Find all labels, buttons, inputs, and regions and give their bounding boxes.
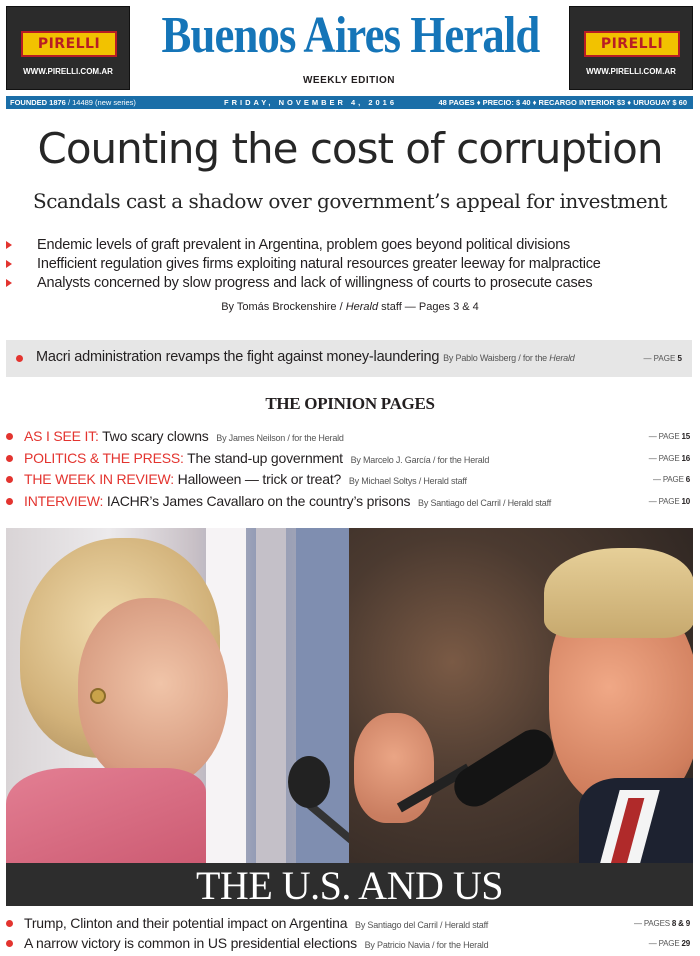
feature-banner[interactable]	[6, 863, 693, 906]
opinion-byline: By Marcelo J. García / for the Herald	[350, 454, 490, 465]
bullet-dot-icon	[6, 455, 13, 462]
feature-item[interactable]	[6, 933, 692, 953]
promo-text: Macri administration revamps the fight against money-laundering By Pablo Waisberg / for the Herald	[36, 349, 575, 365]
opinion-label: INTERVIEW:	[24, 492, 104, 509]
opinion-text: The stand-up government	[187, 449, 343, 466]
feature-byline: By Patricio Navia / for the Herald	[364, 940, 489, 950]
lead-bullets	[6, 236, 696, 293]
opinion-page: — PAGE 16	[648, 453, 690, 463]
opinion-byline: By Santiago del Carril / Herald staff	[418, 497, 552, 508]
opinion-item[interactable]	[6, 426, 692, 448]
opinion-byline: By James Neilson / for the Herald	[216, 433, 344, 443]
feature-item[interactable]	[6, 913, 692, 933]
newspaper-title: Buenos Aires Herald	[161, 7, 540, 64]
pirelli-ad-right[interactable]	[569, 6, 693, 90]
pirelli-ad-left[interactable]	[6, 6, 130, 90]
opinion-page: — PAGE 10	[648, 496, 690, 506]
masthead	[0, 0, 700, 96]
bullet-dot-icon	[6, 433, 13, 440]
opinion-page: — PAGE 15	[648, 432, 690, 441]
bullet-dot-icon	[6, 920, 13, 927]
bullet-dot-icon	[6, 498, 13, 505]
pirelli-logo: PIRELLI	[21, 31, 117, 57]
feature-text: Trump, Clinton and their potential impact on Argentina	[24, 915, 348, 931]
bullet-dot-icon	[6, 476, 13, 483]
opinion-page: — PAGE 6	[653, 475, 690, 484]
opinion-list	[6, 426, 692, 512]
info-bar	[6, 96, 693, 109]
opinion-byline: By Michael Soltys / Herald staff	[348, 476, 467, 486]
lead-subhead: Scandals cast a shadow over government’s appeal for investment	[33, 189, 667, 213]
ad-url: WWW.PIRELLI.COM.AR	[586, 67, 676, 76]
jacket-shape	[6, 768, 206, 863]
microphone-icon	[447, 722, 561, 814]
opinion-item[interactable]	[6, 469, 692, 491]
opinion-item[interactable]	[6, 448, 692, 470]
lead-bullet: Endemic levels of graft prevalent in Argentina, problem goes beyond political divisions	[6, 236, 696, 255]
clinton-photo[interactable]	[6, 528, 349, 863]
promo-byline: By Pablo Waisberg / for the Herald	[443, 353, 575, 363]
founded-label: FOUNDED 1876 / 14489 (new series)	[10, 98, 136, 107]
opinion-text: IACHR’s James Cavallaro on the country’s prisons	[106, 492, 411, 509]
pirelli-logo: PIRELLI	[584, 31, 680, 57]
microphone-icon	[288, 756, 330, 808]
opinion-text: Two scary clowns	[102, 428, 209, 444]
opinion-label: THE WEEK IN REVIEW:	[24, 471, 174, 487]
hair-shape	[544, 548, 693, 638]
opinion-section-title: THE OPINION PAGES	[265, 394, 435, 413]
opinion-label: POLITICS & THE PRESS:	[24, 449, 184, 466]
trump-photo[interactable]	[349, 528, 693, 863]
edition-label: WEEKLY EDITION	[302, 75, 395, 86]
triangle-bullet-icon	[6, 241, 12, 249]
flag-stripe	[256, 528, 286, 863]
opinion-item[interactable]	[6, 491, 692, 513]
promo-page: — PAGE 5	[643, 354, 682, 363]
feature-page: — PAGE 29	[648, 939, 690, 948]
issue-date: FRIDAY, NOVEMBER 4, 2016	[224, 98, 398, 107]
lead-headline[interactable]: Counting the cost of corruption	[37, 124, 663, 173]
feature-text: A narrow victory is common in US presidential elections	[24, 935, 357, 951]
banner-title: THE U.S. AND US	[196, 863, 503, 908]
lead-bullet: Analysts concerned by slow progress and lack of willingness of courts to prosecute cases	[6, 274, 696, 293]
promo-box[interactable]	[6, 340, 692, 377]
earring-icon	[90, 688, 106, 704]
bullet-dot-icon	[6, 940, 13, 947]
triangle-bullet-icon	[6, 260, 12, 268]
price-info: 48 PAGES ♦ PRECIO: $ 40 ♦ RECARGO INTERIOR $3 ♦ URUGUAY $ 60	[438, 98, 687, 107]
opinion-label: AS I SEE IT:	[24, 428, 99, 444]
feature-page: — PAGES 8 & 9	[634, 919, 690, 928]
bullet-dot-icon	[16, 355, 23, 362]
triangle-bullet-icon	[6, 279, 12, 287]
ad-url: WWW.PIRELLI.COM.AR	[23, 67, 113, 76]
feature-list	[6, 913, 692, 953]
hand-shape	[354, 713, 434, 823]
opinion-text: Halloween — trick or treat?	[177, 471, 342, 487]
lead-byline: By Tomás Brockenshire / Herald staff — Pages 3 & 4	[221, 301, 479, 313]
lead-bullet: Inefficient regulation gives firms exploiting natural resources greater leeway for malpractice	[6, 255, 696, 274]
feature-byline: By Santiago del Carril / Herald staff	[355, 920, 489, 930]
